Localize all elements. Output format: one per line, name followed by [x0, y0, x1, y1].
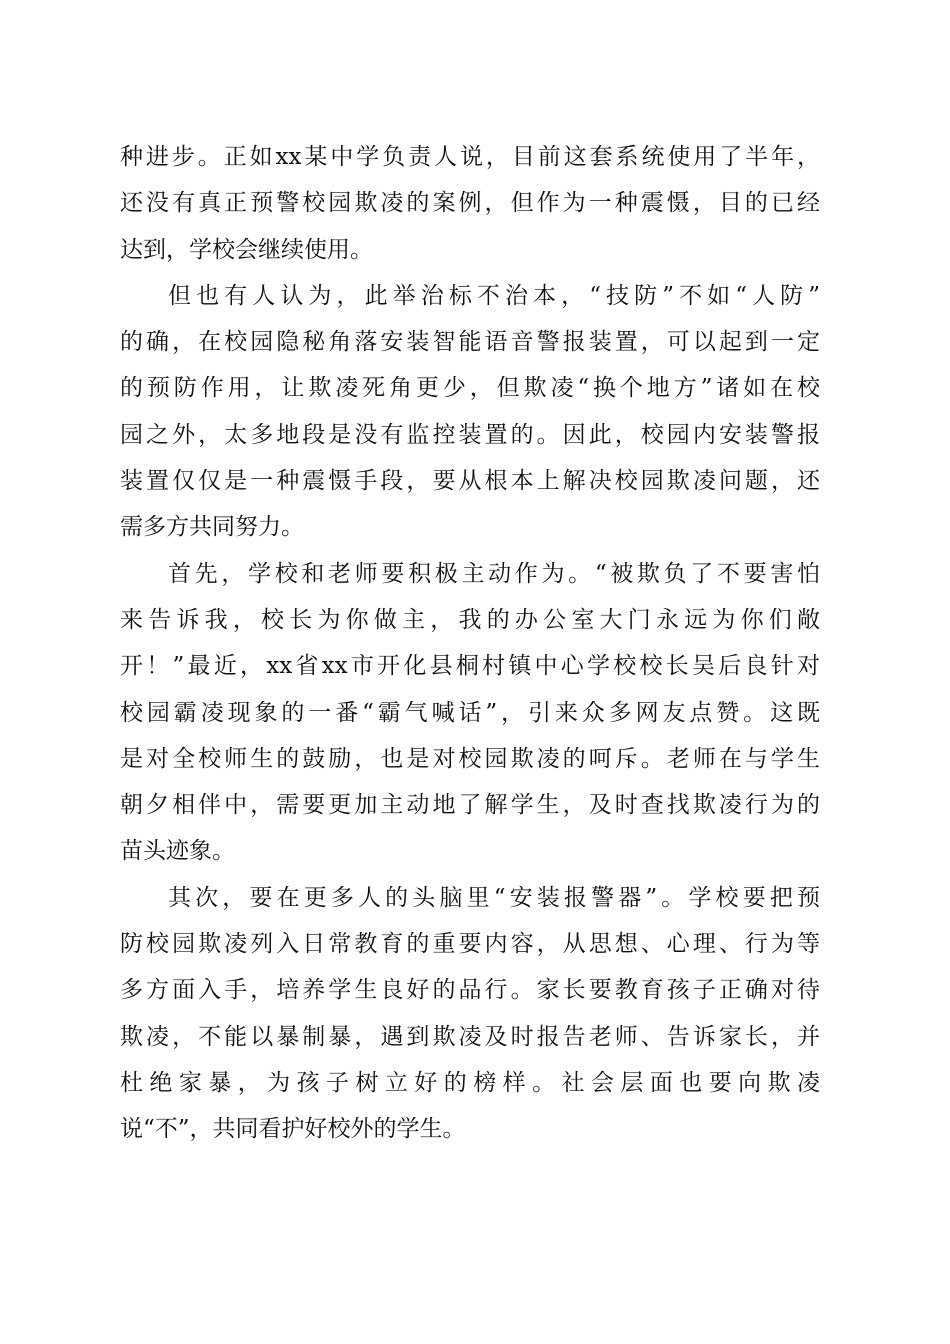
text-line: 种进步。正如xx某中学负责人说，目前这套系统使用了半年，	[120, 144, 820, 170]
paragraph	[120, 557, 820, 881]
text-line: 还没有真正预警校园欺凌的案例，但作为一种震慑，目的已经	[120, 190, 820, 217]
text-line: 其次，要在更多人的头脑里“安装报警器”。学校要把预	[168, 884, 820, 911]
text-line: 苗头迹象。	[120, 838, 235, 865]
document-page	[120, 140, 820, 1159]
text-line: 是对全校师生的鼓励，也是对校园欺凌的呵斥。老师在与学生	[120, 745, 820, 772]
text-line: 的确，在校园隐秘角落安装智能语音警报装置，可以起到一定	[120, 329, 820, 356]
paragraph	[120, 279, 820, 557]
text-line: 防校园欺凌列入日常教育的重要内容，从思想、心理、行为等	[120, 931, 820, 958]
text-line: 的预防作用，让欺凌死角更少，但欺凌“换个地方”诸如在校	[120, 375, 820, 402]
text-line: 达到，学校会继续使用。	[120, 236, 373, 263]
paragraph	[120, 140, 820, 279]
text-line: 需多方共同努力。	[120, 514, 304, 541]
text-line: 首先，学校和老师要积极主动作为。“被欺负了不要害怕	[168, 560, 820, 587]
text-line: 来告诉我，校长为你做主，我的办公室大门永远为你们敞	[120, 606, 820, 633]
text-line: 欺凌，不能以暴制暴，遇到欺凌及时报告老师、告诉家长，并	[120, 1023, 820, 1050]
text-line: 杜绝家暴，为孩子树立好的榜样。社会层面也要向欺凌	[120, 1069, 820, 1096]
text-line: 园之外，太多地段是没有监控装置的。因此，校园内安装警报	[120, 421, 820, 448]
text-line: 装置仅仅是一种震慑手段，要从根本上解决校园欺凌问题，还	[120, 468, 820, 495]
text-line: 但也有人认为，此举治标不治本，“技防”不如“人防”	[168, 282, 820, 309]
text-line: 校园霸凌现象的一番“霸气喊话”，引来众多网友点赞。这既	[120, 699, 820, 726]
text-line: 开！”最近，xx省xx市开化县桐村镇中心学校校长吴后良针对	[120, 653, 820, 680]
text-line: 朝夕相伴中，需要更加主动地了解学生，及时查找欺凌行为的	[120, 792, 820, 819]
text-line: 多方面入手，培养学生良好的品行。家长要教育孩子正确对待	[120, 977, 820, 1004]
paragraph	[120, 881, 820, 1159]
text-line: 说“不”，共同看护好校外的学生。	[120, 1116, 466, 1143]
